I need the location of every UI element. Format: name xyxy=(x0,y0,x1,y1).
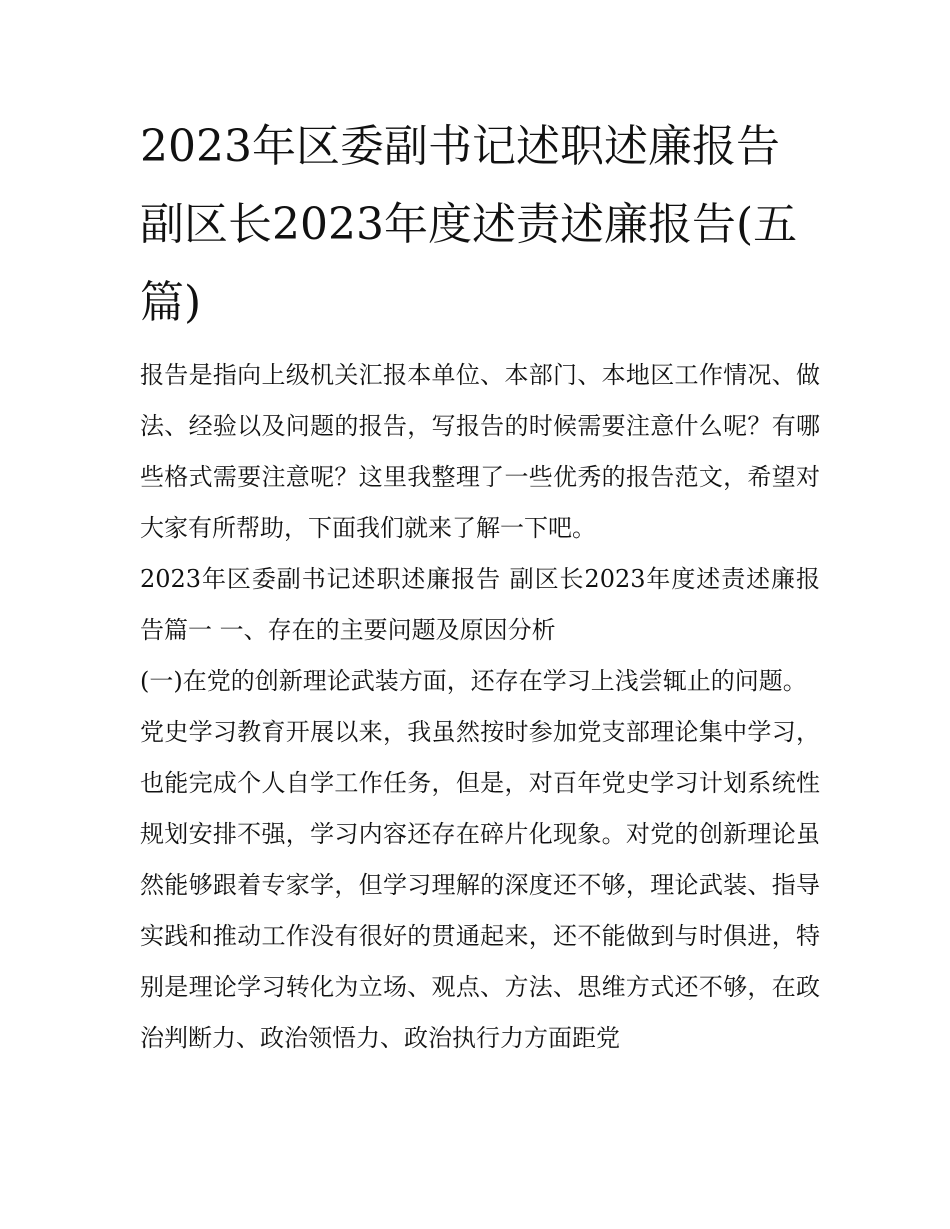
paragraph-body: 党史学习教育开展以来，我虽然按时参加党支部理论集中学习，也能完成个人自学工作任务，但是，对百年党史学习计划系统性规划安排不强，学习内容还存在碎片化现象。对党的创新理论虽然能够跟着专家学，但学习理解的深度还不够，理论武装、指导实践和推动工作没有很好的贯通起来，还不能做到与时俱进，特别是理论学习转化为立场、观点、方法、思维方式还不够，在政治判断力、政治领悟力、政治执行力方面距党 xyxy=(140,718,820,1052)
paragraph-section-heading: 2023年区委副书记述职述廉报告 副区长2023年度述责述廉报告篇一 一、存在的主要问题及原因分析 xyxy=(140,565,820,644)
document-content xyxy=(140,108,820,1064)
paragraph-intro: 报告是指向上级机关汇报本单位、本部门、本地区工作情况、做法、经验以及问题的报告，写报告的时候需要注意什么呢？有哪些格式需要注意呢？这里我整理了一些优秀的报告范文，希望对大家有所帮助，下面我们就来了解一下吧。 xyxy=(140,361,820,542)
paragraph-subheading: (一)在党的创新理论武装方面，还存在学习上浅尝辄止的问题。 xyxy=(140,667,807,695)
document-title: 2023年区委副书记述职述廉报告 副区长2023年度述责述廉报告(五篇) xyxy=(140,121,798,328)
